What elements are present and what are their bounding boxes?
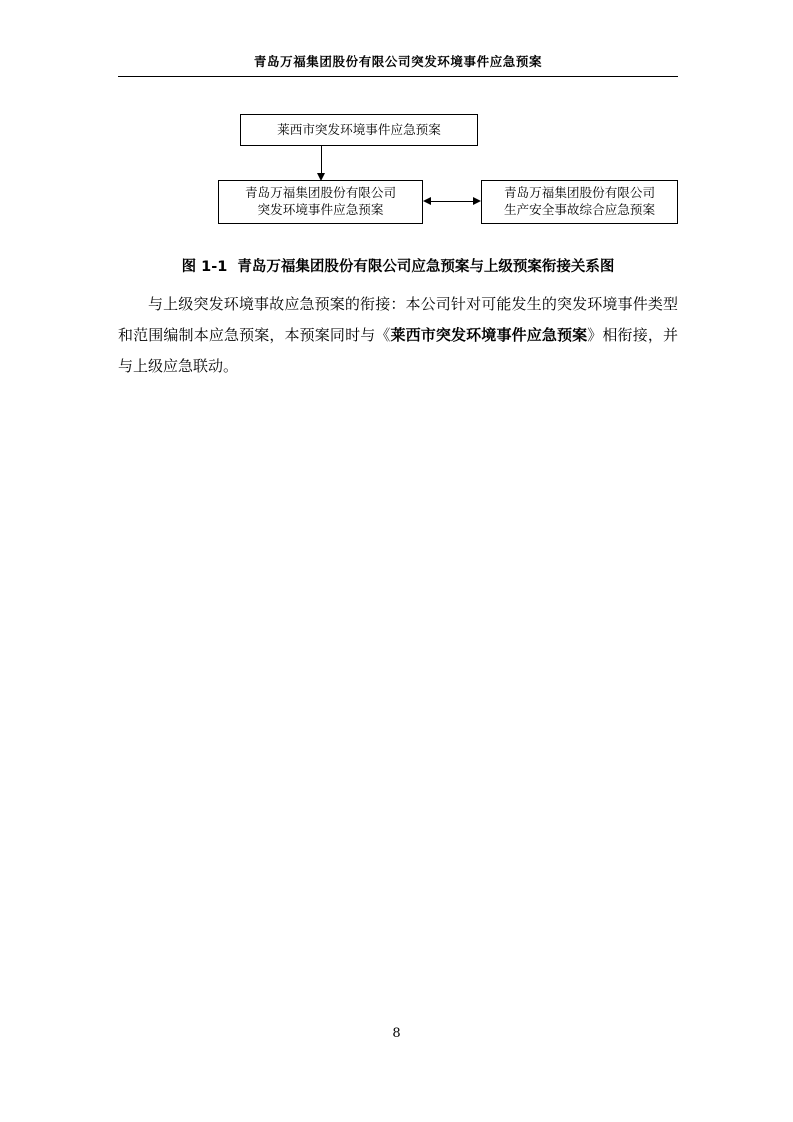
figure-caption <box>118 255 678 276</box>
diagram-box-company-env-plan <box>218 180 423 224</box>
diagram-box-city-plan-label: 莱西市突发环境事件应急预案 <box>277 121 441 137</box>
diagram-box-company-env-plan-line1: 青岛万福集团股份有限公司 <box>244 185 397 201</box>
plan-linkage-diagram <box>118 100 678 245</box>
paragraph-bold-plan-name: 莱西市突发环境事件应急预案 <box>390 326 588 344</box>
diagram-box-company-safety-plan <box>481 180 678 224</box>
running-header: 青岛万福集团股份有限公司突发环境事件应急预案 <box>253 54 543 69</box>
arrow-down-icon <box>321 146 322 173</box>
diagram-box-city-plan <box>240 114 478 146</box>
paragraph-part-1: 与上级突发环境事故应急预案的衔接：本公司针对可能发生的突发环境事件类型和范围编制本应急预案，本预案同时与《 <box>118 295 678 344</box>
diagram-box-company-safety-plan-line2: 生产安全事故综合应急预案 <box>503 202 656 217</box>
body-paragraph <box>118 289 678 382</box>
figure-title: 青岛万福集团股份有限公司应急预案与上级预案衔接关系图 <box>237 259 615 275</box>
arrow-double-horizontal-icon <box>431 201 473 202</box>
diagram-box-company-env-plan-line2: 突发环境事件应急预案 <box>257 202 384 217</box>
paragraph-part-2: 》相衔接，并与上级应急联动。 <box>118 326 678 375</box>
figure-number: 图 1-1 <box>181 259 228 275</box>
diagram-box-company-safety-plan-line1: 青岛万福集团股份有限公司 <box>503 185 656 201</box>
page-number: 8 <box>392 1026 401 1041</box>
header-divider <box>118 76 678 77</box>
